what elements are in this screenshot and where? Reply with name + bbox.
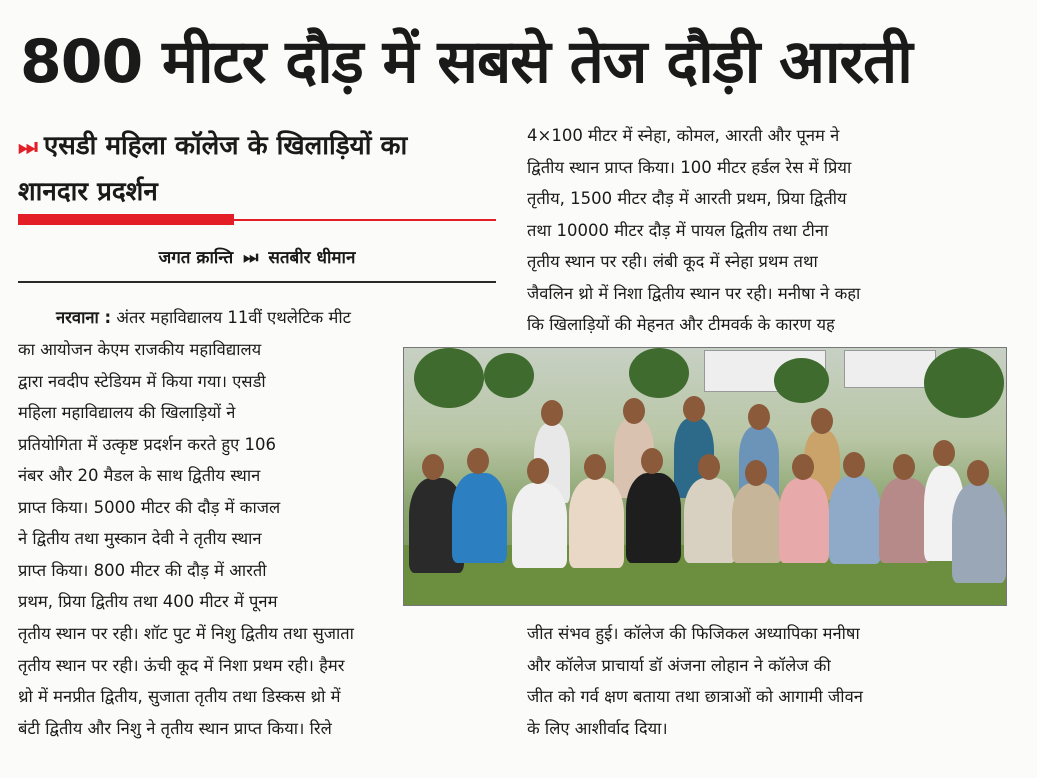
left-line-4: प्रतियोगिता में उत्कृष्ट प्रदर्शन करते हुए 106 <box>18 434 277 454</box>
left-line-0: अंतर महाविद्यालय 11वीं एथलेटिक मीट <box>116 308 351 327</box>
right-top-line-0: 4×100 मीटर में स्नेहा, कोमल, आरती और पूनम ने <box>527 126 840 145</box>
bottom-left-column <box>18 618 496 744</box>
right-column-bottom <box>527 618 1005 744</box>
right-bottom-line-2: जीत को गर्व क्षण बताया तथा छात्राओं को आगामी जीवन <box>527 687 863 706</box>
red-divider-line <box>234 219 496 221</box>
red-accent-bar <box>18 214 234 225</box>
right-top-line-5: जैवलिन थ्रो में निशा द्वितीय स्थान पर रही। मनीषा ने कहा <box>527 283 861 303</box>
bottom-left-line-1: तृतीय स्थान पर रही। ऊंची कूद में निशा प्रथम रही। हैमर <box>18 655 345 675</box>
right-bottom-line-0: जीत संभव हुई। कॉलेज की फिजिकल अध्यापिका मनीषा <box>527 624 860 643</box>
subheadline-line-1: एसडी महिला कॉलेज के खिलाड़ियों का <box>43 131 408 161</box>
left-line-9: प्रथम, प्रिया द्वितीय तथा 400 मीटर में पूनम <box>18 592 278 611</box>
double-chevron-icon: ⏭ <box>243 248 259 268</box>
left-column <box>18 334 396 618</box>
team-photo <box>403 347 1007 606</box>
bottom-left-line-3: बंटी द्वितीय और निशु ने तृतीय स्थान प्राप्त किया। रिले <box>18 718 332 738</box>
left-line-2: द्वारा नवदीप स्टेडियम में किया गया। एसडी <box>18 371 266 391</box>
headline: 800 मीटर दौड़ में सबसे तेज दौड़ी आरती <box>20 27 912 97</box>
left-column-intro <box>18 302 496 334</box>
right-top-line-2: तृतीय, 1500 मीटर दौड़ में आरती प्रथम, प्रिया द्वितीय <box>527 189 847 208</box>
right-top-line-4: तृतीय स्थान पर रही। लंबी कूद में स्नेहा प्रथम तथा <box>527 252 818 271</box>
subheadline-line-2: शानदार प्रदर्शन <box>18 177 158 207</box>
right-column-top <box>527 120 1005 341</box>
double-chevron-icon: ⏭ <box>18 135 38 160</box>
bottom-left-line-2: थ्रो में मनप्रीत द्वितीय, सुजाता तृतीय तथा डिस्कस थ्रो में <box>18 687 341 706</box>
right-top-line-1: द्वितीय स्थान प्राप्त किया। 100 मीटर हर्डल रेस में प्रिया <box>527 157 852 177</box>
right-top-line-3: तथा 10000 मीटर दौड़ में पायल द्वितीय तथा टीना <box>527 220 829 240</box>
subheadline <box>18 124 496 214</box>
byline-rule <box>18 281 496 283</box>
right-top-line-6: कि खिलाड़ियों की मेहनत और टीमवर्क के कारण यह <box>527 315 835 334</box>
left-line-8: प्राप्त किया। 800 मीटर की दौड़ में आरती <box>18 560 267 580</box>
dateline-place: नरवाना : <box>56 308 112 327</box>
right-bottom-line-1: और कॉलेज प्राचार्या डॉ अंजना लोहान ने कॉलेज की <box>527 655 831 675</box>
byline-source: जगत क्रान्ति <box>158 248 234 268</box>
byline-author: सतबीर धीमान <box>268 248 356 268</box>
left-line-3: महिला महाविद्यालय की खिलाड़ियों ने <box>18 403 236 422</box>
left-line-7: ने द्वितीय तथा मुस्कान देवी ने तृतीय स्थान <box>18 529 262 548</box>
left-line-1: का आयोजन केएम राजकीय महाविद्यालय <box>18 340 262 359</box>
right-bottom-line-3: के लिए आशीर्वाद दिया। <box>527 718 668 738</box>
left-line-6: प्राप्त किया। 5000 मीटर की दौड़ में काजल <box>18 497 281 517</box>
left-line-5: नंबर और 20 मैडल के साथ द्वितीय स्थान <box>18 466 261 485</box>
byline <box>18 244 496 272</box>
bottom-left-line-0: तृतीय स्थान पर रही। शॉट पुट में निशु द्वितीय तथा सुजाता <box>18 624 354 643</box>
